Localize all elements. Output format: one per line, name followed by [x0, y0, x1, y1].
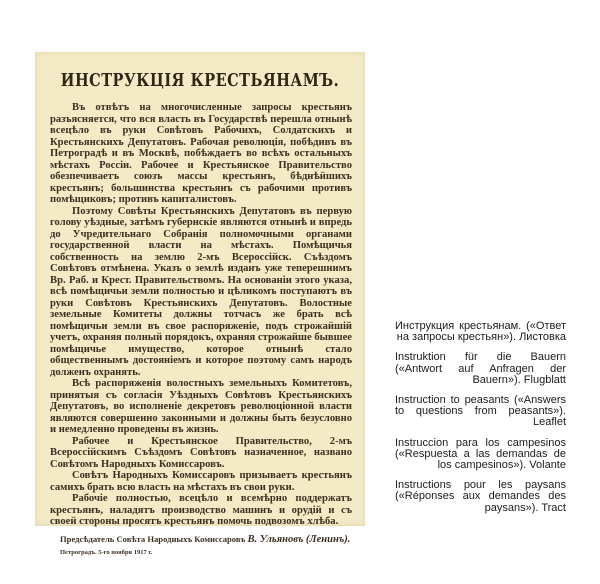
leaflet-title: ИНСТРУКЦІЯ КРЕСТЬЯНАМЪ. [60, 69, 340, 92]
leaflet-paragraph: Поэтому Совѣты Крестьянскихъ Депутатовъ въ первую голову уѣздные, затѣмъ губернскіе являются отнынѣ и впредь до Учредительнаго Собранія полномочными органами государственной власти на мѣстахъ. Помѣщичья собственность на землю 2-мъ Всероссійск. Съѣздомъ Совѣтовъ отмѣнена. Указъ о землѣ изданъ уже теперешнимъ Вр. Раб. и Крест. Правительствомъ. На основаніи этого указа, всѣ помѣщичьи земли полностью и цѣликомъ поступаютъ въ руки Совѣтовъ Крестьянскихъ Депутатовъ. Волостные земельные Комитеты должны тотчасъ же брать всѣ помѣщичьи земли въ свое распоряженіе, подъ строжайшій учетъ, охраняя полный порядокъ, охраняя строжайше бывшее помѣщичье имущество, которое отнынѣ стало общественнымъ достояніемъ и которое поэтому самъ народъ долженъ охранять. [50, 205, 352, 378]
signature-name: В. Ульяновъ (Ленинъ). [247, 533, 351, 545]
leaflet-body [50, 102, 352, 559]
leaflet-paragraph: Совѣтъ Народныхъ Комиссаровъ призываетъ крестьянъ самихъ брать всю власть на мѣстахъ въ свои руки. [50, 470, 352, 493]
multilingual-captions [395, 321, 566, 523]
caption-german: Instruktion für die Bauern («Antwort auf Anfragen der Bauern»). Flugblatt [395, 351, 566, 386]
signature-prefix: Предсѣдатель Совѣта Народныхъ Комиссаровъ [60, 533, 246, 544]
caption-french: Instructions pour les paysans («Réponses aux demandes des paysans»). Tract [395, 479, 566, 514]
leaflet-paragraph: Рабочее и Крестьянское Правительство, 2-мъ Всероссійскимъ Съѣздомъ Совѣтовъ назначенное, названо Совѣтомъ Народныхъ Комиссаровъ. [50, 435, 352, 470]
leaflet-paragraph: Всѣ распоряженія волостныхъ земельныхъ Комитетовъ, принятыя съ согласія Уѣздныхъ Совѣтовъ Крестьянскихъ Депутатовъ, во исполненіе декретовъ революціонной власти являются совершенно законными и должны быть безусловно и немедленно проведены въ жизнь. [50, 378, 352, 435]
leaflet-signature [50, 534, 352, 546]
caption-english: Instruction to peasants («Answers to questions from peasants»). Leaflet [395, 394, 566, 429]
leaflet-date: Петроградъ. 5-го ноября 1917 г. [60, 549, 153, 556]
leaflet-paragraph: Въ отвѣтъ на многочисленные запросы крестьянъ разъясняется, что вся власть въ Государствѣ перешла отнынѣ всецѣло въ руки Совѣтовъ Рабочихъ, Солдатскихъ и Крестьянскихъ Депутатовъ. Рабочая революція, побѣдивъ въ Петроградѣ и въ Москвѣ, побѣждаетъ во всѣхъ остальныхъ мѣстахъ Россіи. Рабочее и Крестьянское Правительство обезпечиваетъ союзъ массы крестьянъ, бѣднѣйшихъ крестьянъ; большинства крестьянъ съ рабочими противъ помѣщиковъ; противъ капиталистовъ. [50, 102, 352, 205]
leaflet-paragraph: Рабочіе полностью, всецѣло и всемѣрно поддержатъ крестьянъ, наладятъ производство машинъ и орудій и съ своей стороны просятъ крестьянъ помочь подвозомъ хлѣба. [50, 493, 352, 527]
leaflet-image [35, 52, 365, 556]
caption-russian: Инструкция крестьянам. («Ответ на запросы крестьян»). Листовка [395, 320, 566, 344]
caption-spanish: Instruccion para los campesinos («Respuesta a las demandas de los campesinos»). Volante [395, 436, 566, 472]
